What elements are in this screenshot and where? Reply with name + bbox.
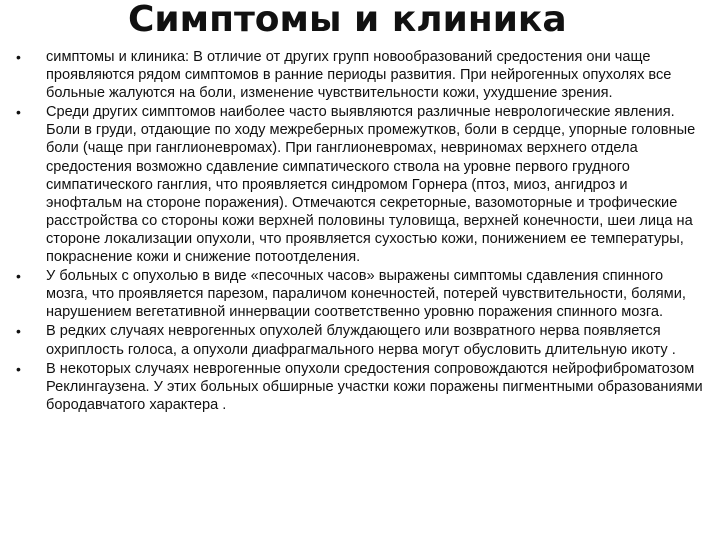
bullet-dot-icon: • <box>16 360 21 377</box>
list-item <box>16 103 706 266</box>
bullet-dot-icon: • <box>16 104 21 121</box>
bullet-text <box>46 360 706 414</box>
bullet-body: В некоторых случаях неврогенные опухоли средостения сопровождаются нейрофиброматозом Реклингаузена. У этих больных обширные участки кожи поражены пигментными образованиями бородавчатого характера . <box>46 360 703 413</box>
bullet-body: Среди других симптомов наиболее часто выявляются различные неврологические явления. Боли в груди, отдающие по ходу межреберных промежутков, боли в сердце, упорные головные боли (чаще при ганглионевромах). При ганглионевромах, невриномах верхнего отдела средостения возможно сдавление симпатического ствола на уровне первого грудного симпатического ганглия, что проявляется синдромом Горнера (птоз, миоз, ангидроз и энофтальм на стороне поражения). Отмечаются секреторные, вазомоторные и трофические расстройства со стороны кожи верхней половины туловища, верхней конечности, шеи лица на стороне локализации опухоли, что проявляется сухостью кожи, понижением ее температуры, покраснение кожи и снижение потоотделения. <box>46 104 696 266</box>
bullet-text <box>46 103 706 266</box>
bullet-body: У больных с опухолью в виде «песочных часов» выражены симптомы сдавления спинного мозга, что проявляется парезом, параличом конечностей, потерей чувствительности, болями, нарушением вегетативной иннервации соответственно уровню поражения спинного мозга. <box>46 268 686 321</box>
list-item <box>16 267 706 321</box>
list-item <box>16 360 706 414</box>
bullet-dot-icon: • <box>16 268 21 285</box>
bullet-text <box>46 267 706 321</box>
bullet-lead: симптомы и клиника: <box>46 49 190 65</box>
slide-title: Симптомы и клиника <box>128 0 567 40</box>
list-item <box>16 48 706 102</box>
bullet-dot-icon: • <box>16 323 21 340</box>
bullet-dot-icon: • <box>16 49 21 65</box>
bullet-list <box>16 48 706 415</box>
list-item <box>16 322 706 358</box>
bullet-text <box>46 322 706 358</box>
bullet-body: В отличие от других групп новообразований средостения они чаще проявляются рядом симптомов в ранние периоды развития. При нейрогенных опухолях все больные жалуются на боли, изменение чувствительности кожи, ухудшение зрения. <box>46 49 672 102</box>
bullet-body: В редких случаях неврогенных опухолей блуждающего или возвратного нерва появляется охриплость голоса, а опухоли диафрагмального нерва могут обусловить длительную икоту . <box>46 323 676 358</box>
bullet-text <box>46 48 706 102</box>
